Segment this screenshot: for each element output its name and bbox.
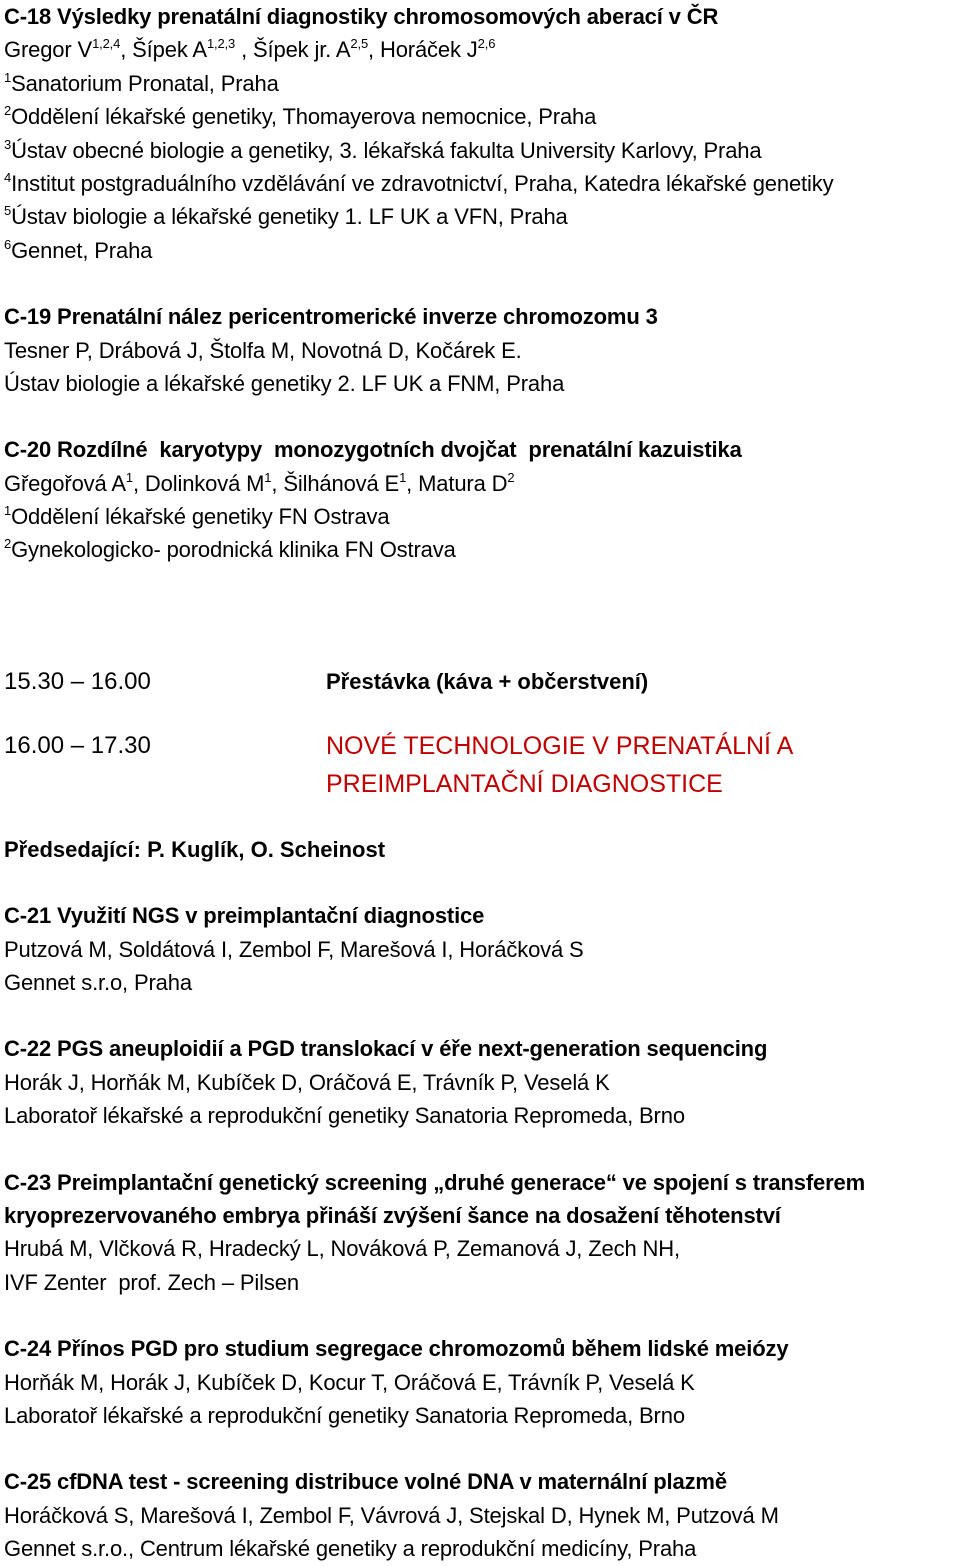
abstract-c25	[4, 1465, 960, 1565]
affiliation-text: Oddělení lékařské genetiky, Thomayerova nemocnice, Praha	[11, 104, 597, 130]
abstract-affiliation: Gennet s.r.o., Centrum lékařské genetiky a reprodukční medicíny, Praha	[4, 1536, 697, 1562]
affiliation-number: 6	[4, 236, 12, 252]
affiliation-line	[4, 200, 960, 233]
abstract-c24	[4, 1332, 960, 1432]
spacer	[4, 400, 960, 433]
abstract-c19	[4, 300, 960, 400]
session-chairs: Předsedající: P. Kuglík, O. Scheinost	[4, 836, 386, 862]
schedule-block	[4, 663, 960, 803]
session-title-line: PREIMPLANTAČNÍ DIAGNOSTICE	[326, 769, 723, 798]
abstract-affiliation: Ústav biologie a lékařské genetiky 2. LF UK a FNM, Praha	[4, 370, 565, 396]
abstract-title: C-19 Prenatální nález pericentromerické inverze chromozomu 3	[4, 304, 658, 330]
author-name: Gregor V	[4, 37, 93, 63]
affiliation-number: 2	[4, 103, 12, 119]
affiliation-text: Gynekologicko- porodnická klinika FN Ostrava	[11, 537, 456, 563]
affiliation-line	[4, 533, 960, 566]
affiliation-line	[4, 234, 960, 267]
spacer	[4, 999, 960, 1032]
abstract-title: C-21 Využití NGS v preimplantační diagnostice	[4, 903, 485, 929]
author-affiliation-ref: 2	[507, 469, 515, 485]
abstract-authors: Tesner P, Drábová J, Štolfa M, Novotná D, Kočárek E.	[4, 337, 522, 363]
affiliation-line	[4, 134, 960, 167]
affiliation-text: Gennet, Praha	[11, 237, 153, 263]
abstract-authors: Horák J, Horňák M, Kubíček D, Oráčová E, Trávník P, Veselá K	[4, 1069, 610, 1095]
abstract-authors	[4, 467, 960, 500]
spacer	[4, 1133, 960, 1166]
affiliation-number: 1	[4, 69, 12, 85]
spacer	[4, 866, 960, 899]
author-affiliation-ref: 1,2,3	[206, 36, 236, 52]
affiliation-text: Ústav obecné biologie a genetiky, 3. lékařská fakulta University Karlovy, Praha	[11, 137, 762, 163]
abstract-title-continued: kryoprezervovaného embrya přináší zvýšení šance na dosažení těhotenství	[4, 1203, 781, 1228]
abstract-title: C-22 PGS aneuploidií a PGD translokací v éře next-generation sequencing	[4, 1036, 768, 1062]
author-name: , Šilhánová E	[271, 470, 400, 496]
affiliation-number: 5	[4, 203, 12, 219]
affiliation-number: 1	[4, 503, 12, 519]
author-affiliation-ref: 1	[399, 469, 407, 485]
affiliation-text: Institut postgraduálního vzdělávání ve zdravotnictví, Praha, Katedra lékařské genetiky	[11, 170, 834, 196]
session-time: 16.00 – 17.30	[4, 731, 151, 759]
spacer	[4, 1432, 960, 1465]
abstract-affiliation: Gennet s.r.o, Praha	[4, 970, 192, 996]
spacer	[4, 701, 960, 727]
session-title	[326, 727, 793, 803]
abstract-affiliation: Laboratoř lékařské a reprodukční genetiky Sanatoria Repromeda, Brno	[4, 1103, 685, 1129]
affiliation-line	[4, 167, 960, 200]
abstract-title: C-25 cfDNA test - screening distribuce volné DNA v maternální plazmě	[4, 1469, 727, 1495]
abstract-c20	[4, 433, 960, 567]
affiliation-line	[4, 100, 960, 133]
affiliation-text: Oddělení lékařské genetiky FN Ostrava	[11, 504, 390, 530]
author-name: , Dolinková M	[132, 470, 265, 496]
abstract-title: C-20 Rozdílné karyotypy monozygotních dvojčat prenatální kazuistika	[4, 437, 742, 463]
abstract-affiliation: Laboratoř lékařské a reprodukční genetiky Sanatoria Repromeda, Brno	[4, 1402, 685, 1428]
abstract-c18	[4, 0, 960, 267]
affiliation-line	[4, 67, 960, 100]
break-time: 15.30 – 16.00	[4, 667, 151, 695]
author-affiliation-ref: 1,2,4	[92, 36, 121, 52]
spacer	[4, 1299, 960, 1332]
affiliation-number: 2	[4, 536, 12, 552]
abstract-c22	[4, 1032, 960, 1132]
author-name: , Šípek jr. A	[235, 37, 351, 63]
break-label: Přestávka (káva + občerstvení)	[326, 668, 649, 694]
spacer	[4, 267, 960, 300]
author-name: , Matura D	[406, 470, 508, 496]
affiliation-text: Ústav biologie a lékařské genetiky 1. LF UK a VFN, Praha	[11, 204, 568, 230]
author-affiliation-ref: 2,6	[477, 36, 496, 52]
abstract-title: C-23 Preimplantační genetický screening „druhé generace“ ve spojení s transferem	[4, 1169, 865, 1195]
affiliation-number: 3	[4, 136, 12, 152]
abstract-affiliation: IVF Zenter prof. Zech – Pilsen	[4, 1269, 299, 1295]
abstract-title: C-18 Výsledky prenatální diagnostiky chromosomových aberací v ČR	[4, 4, 719, 29]
affiliation-line	[4, 500, 960, 533]
abstract-c23	[4, 1166, 960, 1300]
abstract-title: C-24 Přínos PGD pro studium segregace chromozomů během lidské meiózy	[4, 1336, 789, 1362]
spacer	[4, 567, 960, 663]
abstract-authors: Hrubá M, Vlčková R, Hradecký L, Nováková P, Zemanová J, Zech NH,	[4, 1236, 680, 1262]
author-name: , Horáček J	[368, 37, 478, 63]
abstract-authors: Horáčková S, Marešová I, Zembol F, Vávrová J, Stejskal D, Hynek M, Putzová M	[4, 1502, 779, 1528]
author-name: , Šípek A	[120, 37, 207, 63]
author-affiliation-ref: 1	[264, 469, 272, 485]
abstract-authors: Putzová M, Soldátová I, Zembol F, Marešová I, Horáčková S	[4, 936, 584, 962]
schedule-session-row	[4, 727, 960, 803]
schedule-break-row	[4, 663, 960, 701]
session-title-line: NOVÉ TECHNOLOGIE V PRENATÁLNÍ A	[326, 731, 794, 760]
spacer	[4, 803, 960, 833]
author-affiliation-ref: 2,5	[350, 36, 369, 52]
affiliation-text: Sanatorium Pronatal, Praha	[11, 70, 279, 96]
author-affiliation-ref: 1	[125, 469, 133, 485]
abstract-c21	[4, 899, 960, 999]
affiliation-number: 4	[4, 169, 12, 185]
author-name: Gřegořová A	[4, 470, 126, 496]
abstract-authors: Horňák M, Horák J, Kubíček D, Kocur T, Oráčová E, Trávník P, Veselá K	[4, 1369, 695, 1395]
abstract-authors	[4, 33, 960, 66]
